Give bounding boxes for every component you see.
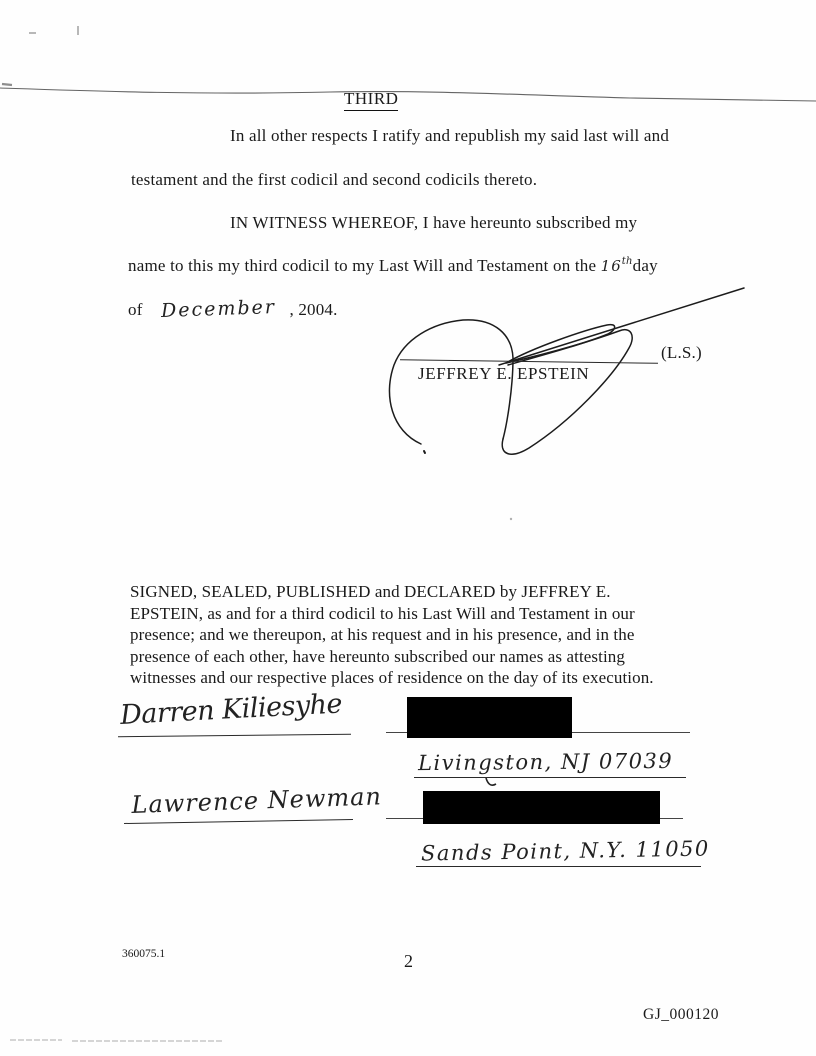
attestation-line: presence of each other, have hereunto subscribed our names as attesting	[130, 646, 625, 666]
paragraph-2-line-3	[128, 298, 338, 320]
page-number: 2	[404, 951, 413, 971]
pen-tail-mark	[486, 778, 496, 785]
witness-2-signature-line	[124, 819, 353, 824]
paragraph-2-line-2	[128, 256, 658, 276]
handwritten-month: December	[160, 296, 276, 322]
witness-1-signature: Darren Kiliesyhe	[119, 688, 343, 731]
witness-1-address-redaction-box	[407, 697, 572, 738]
witness-2-address-line-2-rule	[416, 866, 701, 867]
scan-speck	[77, 26, 79, 35]
paragraph-1-line-1: In all other respects I ratify and republish my said last will and	[230, 126, 670, 145]
attestation-clause	[130, 581, 654, 689]
seal-label: (L.S.)	[661, 343, 702, 362]
testator-name-label: JEFFREY E. EPSTEIN	[418, 364, 590, 383]
line-2-typed-prefix: name to this my third codicil to my Last Will and Testament on the	[128, 256, 601, 275]
handwritten-day-number: 16	[600, 257, 622, 275]
line-3-typed-prefix: of	[128, 300, 143, 319]
witness-2-address-redaction-box	[423, 791, 660, 824]
scan-speck	[29, 32, 36, 34]
witness-1-signature-line	[118, 734, 351, 737]
paragraph-1-line-2: testament and the first codicil and second codicils thereto.	[131, 170, 538, 189]
bates-number: GJ_000120	[643, 1006, 719, 1023]
witness-1-address-city: Livingston, NJ 07039	[417, 748, 674, 776]
document-control-number: 360075.1	[122, 948, 166, 960]
scan-dot	[510, 518, 512, 520]
attestation-line: SIGNED, SEALED, PUBLISHED and DECLARED by JEFFREY E.	[130, 582, 611, 601]
scan-line-top	[0, 88, 816, 101]
attestation-line: witnesses and our respective places of residence on the day of its execution.	[130, 668, 654, 688]
line-2-typed-suffix: day	[632, 256, 658, 275]
scan-tick-left	[2, 84, 12, 85]
line-3-typed-suffix: , 2004.	[289, 300, 338, 319]
witness-2-signature: Lawrence Newman	[131, 782, 383, 819]
attestation-line: presence; and we thereupon, at his request and in his presence, and in the	[130, 625, 635, 645]
paragraph-2-line-1: IN WITNESS WHEREOF, I have hereunto subscribed my	[230, 213, 638, 232]
witness-1-address-line-2-rule	[414, 777, 686, 778]
scan-streaks-bottom	[10, 1040, 222, 1041]
handwritten-day-ordinal: th	[621, 256, 633, 267]
witness-2-address-city: Sands Point, N.Y. 11050	[420, 836, 710, 866]
attestation-line: EPSTEIN, as and for a third codicil to his Last Will and Testament in our	[130, 603, 635, 623]
section-heading-third: THIRD	[344, 89, 398, 111]
